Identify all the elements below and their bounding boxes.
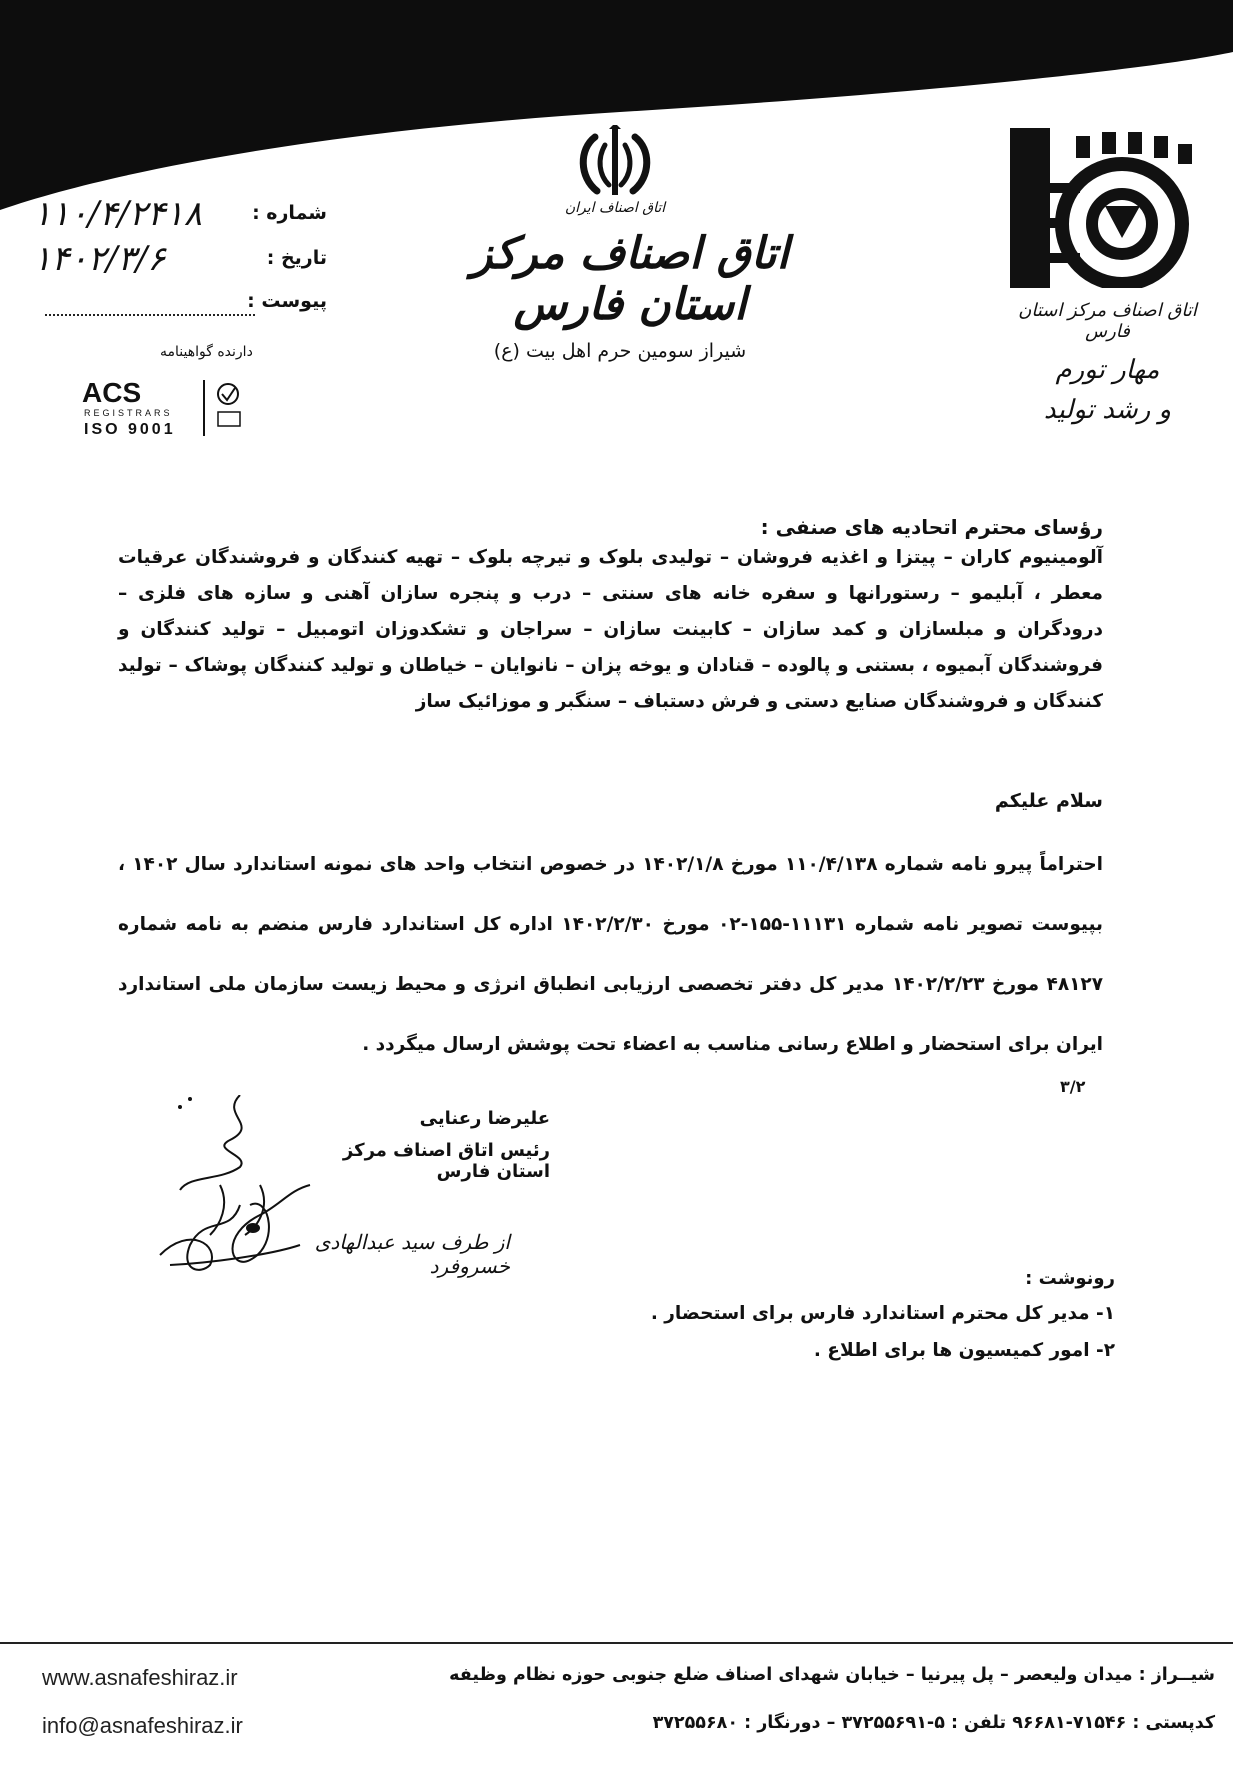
iran-emblem-icon xyxy=(575,125,655,201)
letter-number-label: شماره : xyxy=(252,202,327,224)
letter-attachment-row xyxy=(25,288,335,322)
page-reference: ۳/۲ xyxy=(1060,1077,1086,1096)
slogan-line-1: مهار تورم xyxy=(1055,355,1160,385)
slogan-line-2: و رشد تولید xyxy=(1043,395,1172,425)
copy-item: ۲- امور کمیسیون ها برای اطلاع . xyxy=(813,1340,1115,1361)
letter-number-row xyxy=(25,194,335,234)
org-subtitle-small: اتاق اصناف ایران xyxy=(564,200,666,216)
iso-certificate-logo xyxy=(78,372,258,442)
letter-attachment-label: پیوست : xyxy=(247,290,327,312)
footer-divider xyxy=(0,1642,1233,1644)
greeting: سلام علیکم xyxy=(994,790,1103,812)
letter-date-label: تاریخ : xyxy=(266,247,327,269)
city-tagline: شیراز سومین حرم اهل بیت (ع) xyxy=(493,340,747,362)
recipient-unions-list: آلومینیوم کاران – پیتزا و اغذیه فروشان – تولیدی بلوک و تیرچه بلوک – تهیه کنندگان و فروشندگان عرقیات معطر ، آبلیمو – رستورانها و سفره خانه های سنتی – درب و پنجره سازان آهنی و سازه های فلزی – درودگران و مبلسازان و کمد سازان – کابینت سازان – سراجان و تشکدوزان اتومبیل – تولید کنندگان و فروشندگان آبمیوه ، بستنی و پالوده – قنادان و یوخه پزان – نانوایان – خیاطان و تولید کنندگان پوشاک – تولید کنندگان و فروشندگان صنایع دستی و فرش دستباف – سنگبر و موزائیک ساز xyxy=(118,547,1103,712)
footer-email: info@asnafeshiraz.ir xyxy=(42,1713,243,1738)
signer-title: رئیس اتاق اصناف مرکز استان فارس xyxy=(342,1140,550,1182)
signer-name: علیرضا رعنایی xyxy=(419,1108,550,1129)
guild-chamber-logo xyxy=(1010,128,1200,288)
svg-text:REGISTRARS: REGISTRARS xyxy=(84,408,173,418)
copies-label: رونوشت : xyxy=(1025,1268,1115,1289)
letter-body: احتراماً پیرو نامه شماره ۱۱۰/۴/۱۳۸ مورخ ۱۴۰۲/۱/۸ در خصوص انتخاب واحد های نمونه استاندارد سال ۱۴۰۲ ، بپیوست تصویر نامه شماره ۱۱۱۳۱-۱۵۵-۰۲ مورخ ۱۴۰۲/۲/۳۰ اداره کل استاندارد فارس منضم به نامه شماره ۴۸۱۲۷ مورخ ۱۴۰۲/۲/۲۳ مدیر کل دفتر تخصصی ارزیابی انطباق انرژی و محیط زیست سازمان ملی استاندارد ایران برای استحضار و اطلاع رسانی مناسب به اعضاء تحت پوشش ارسال میگردد . xyxy=(118,854,1104,1055)
on-behalf-of: از طرف سید عبدالهادی خسروفرد xyxy=(314,1230,510,1278)
footer-website: www.asnafeshiraz.ir xyxy=(42,1665,238,1690)
attachment-dotted-line xyxy=(45,314,255,316)
slogan xyxy=(1020,350,1195,430)
logo-caption: اتاق اصناف مرکز استان فارس xyxy=(1018,300,1197,342)
footer-contact: کدپستی : ۷۱۵۴۶-۹۶۶۸۱ تلفن : ۵-۳۷۲۵۵۶۹۱ – دورنگار : ۳۷۲۵۵۶۸۰ xyxy=(652,1713,1215,1733)
letter-number-value: ۱۱۰/۴/۲۴۱۸ xyxy=(33,194,203,234)
letter-date-row xyxy=(25,239,335,279)
org-main-title: اتاق اصناف مرکز استان فارس xyxy=(471,228,789,330)
svg-text:ISO 9001: ISO 9001 xyxy=(84,421,176,438)
copy-item: ۱- مدیر کل محترم استاندارد فارس برای استحضار . xyxy=(650,1303,1115,1324)
addressee-heading: رؤسای محترم اتحادیه های صنفی : xyxy=(760,515,1103,539)
svg-text:ACS: ACS xyxy=(82,377,142,408)
certificate-caption: دارنده گواهینامه xyxy=(160,344,253,360)
footer-address: شیــراز : میدان ولیعصر – پل پیرنیا – خیابان شهدای اصناف ضلع جنوبی حوزه نظام وظیفه xyxy=(449,1665,1215,1685)
letter-date-value: ۱۴۰۲/۳/۶ xyxy=(33,239,166,279)
